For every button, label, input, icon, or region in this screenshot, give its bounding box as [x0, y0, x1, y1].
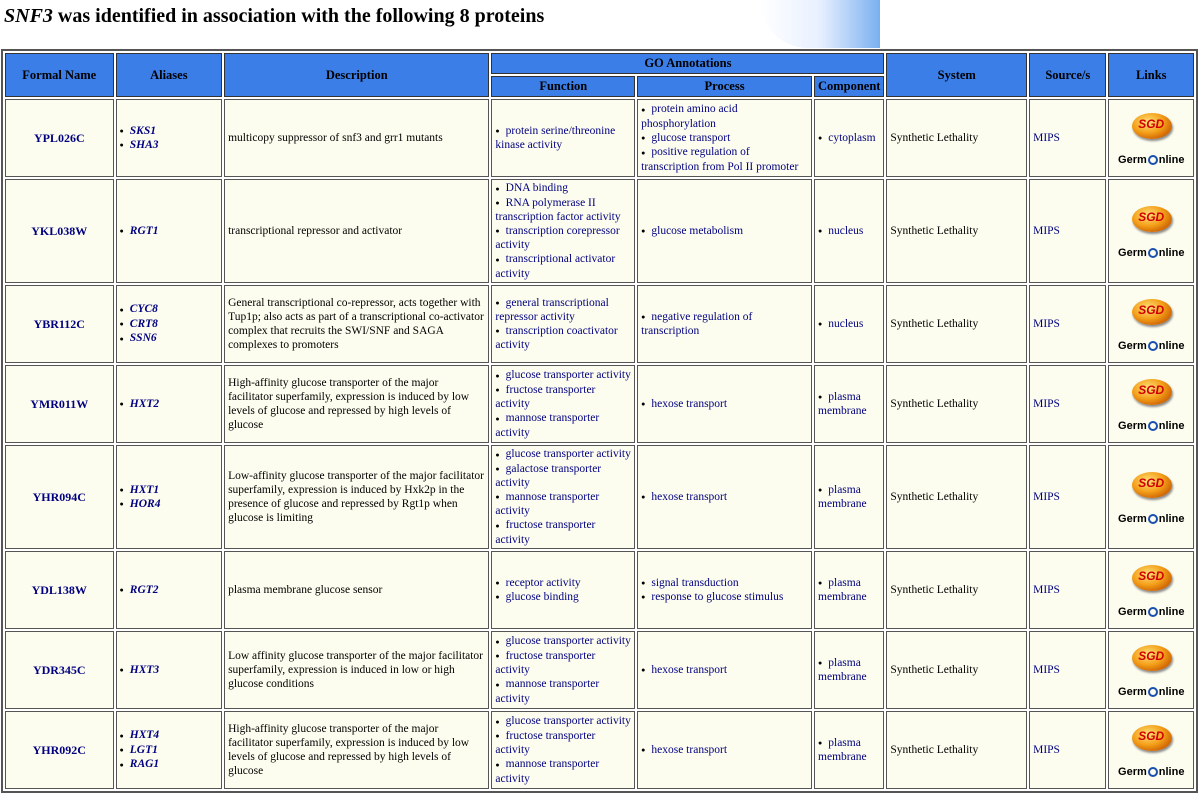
- go-function: [491, 551, 635, 629]
- sgd-logo-text: SGD: [1138, 476, 1165, 490]
- go-process-item[interactable]: ● hexose transport: [641, 397, 808, 411]
- go-component-item[interactable]: ● plasma membrane: [818, 736, 880, 764]
- source-link[interactable]: MIPS: [1029, 99, 1106, 177]
- aliases-list: [120, 663, 219, 677]
- go-function-item[interactable]: ● transcription corepressor activity: [495, 224, 631, 252]
- go-process-item[interactable]: ● protein amino acid phosphorylation: [641, 102, 808, 130]
- nline-text: nline: [1158, 420, 1185, 432]
- col-sources[interactable]: Source/s: [1029, 53, 1106, 97]
- go-function-item[interactable]: ● DNA binding: [495, 181, 631, 195]
- table-row: [5, 179, 1194, 283]
- go-process-list: [641, 102, 808, 173]
- germ-text: Germ: [1118, 606, 1147, 618]
- go-function-list: [495, 296, 631, 353]
- sgd-logo-text: SGD: [1138, 569, 1165, 583]
- col-go-annotations: GO Annotations: [491, 53, 884, 74]
- nline-text: nline: [1158, 513, 1185, 525]
- table-row: [5, 631, 1194, 709]
- col-aliases[interactable]: Aliases: [116, 53, 223, 97]
- go-function-item[interactable]: ● RNA polymerase II transcription factor activity: [495, 196, 631, 224]
- germ-text: Germ: [1118, 686, 1147, 698]
- description-text: Low affinity glucose transporter of the major facilitator superfamily, expression is induced in low or high glucose conditions: [224, 631, 489, 709]
- col-formal-name[interactable]: Formal Name: [5, 53, 114, 97]
- germonline-logo-link[interactable]: [1109, 246, 1193, 260]
- background-decoration: [760, 0, 880, 48]
- go-process-list: [641, 743, 808, 757]
- go-component-list: [818, 483, 880, 511]
- go-process-list: [641, 310, 808, 338]
- description-text: multicopy suppressor of snf3 and grr1 mutants: [224, 99, 489, 177]
- germonline-o-icon: [1148, 248, 1158, 258]
- sgd-logo-link[interactable]: [1128, 204, 1174, 236]
- go-component: [814, 551, 884, 629]
- aliases-item[interactable]: ● HXT4: [120, 728, 219, 742]
- go-process-item[interactable]: ● hexose transport: [641, 663, 808, 677]
- go-component: [814, 631, 884, 709]
- aliases-item[interactable]: ● HXT2: [120, 397, 219, 411]
- formal-name-link[interactable]: YDL138W: [5, 551, 114, 629]
- go-process-item[interactable]: ● negative regulation of transcription: [641, 310, 808, 338]
- aliases: [116, 285, 223, 363]
- links-cell: [1108, 99, 1194, 177]
- go-function: [491, 711, 635, 789]
- sgd-logo-text: SGD: [1138, 210, 1165, 224]
- aliases-item[interactable]: ● CRT8: [120, 317, 219, 331]
- go-function-list: [495, 634, 631, 705]
- description-text: General transcriptional co-repressor, acts together with Tup1p; also acts as part of a transcriptional co-activator complex that recruits the SWI/SNF and SAGA complexes to promoters: [224, 285, 489, 363]
- col-function[interactable]: Function: [491, 76, 635, 97]
- go-component-list: [818, 656, 880, 684]
- go-component-list: [818, 131, 880, 145]
- go-process-item[interactable]: ● glucose metabolism: [641, 224, 808, 238]
- table-row: [5, 99, 1194, 177]
- links-cell: [1108, 711, 1194, 789]
- go-component: [814, 285, 884, 363]
- nline-text: nline: [1158, 606, 1185, 618]
- go-function-item[interactable]: ● protein serine/threonine kinase activity: [495, 124, 631, 152]
- aliases-item[interactable]: ● SKS1: [120, 124, 219, 138]
- aliases: [116, 445, 223, 549]
- sgd-logo-link[interactable]: [1128, 563, 1174, 595]
- go-function-item[interactable]: ● receptor activity: [495, 576, 631, 590]
- go-function: [491, 179, 635, 283]
- germonline-o-icon: [1148, 421, 1158, 431]
- sgd-logo-link[interactable]: [1128, 297, 1174, 329]
- germ-text: Germ: [1118, 766, 1147, 778]
- table-row: [5, 445, 1194, 549]
- germ-text: Germ: [1118, 247, 1147, 259]
- germonline-logo-link[interactable]: [1109, 339, 1193, 353]
- aliases: [116, 365, 223, 443]
- aliases: [116, 99, 223, 177]
- aliases: [116, 631, 223, 709]
- description-text: High-affinity glucose transporter of the major facilitator superfamily, expression is induced by low levels of glucose and repressed by high levels of glucose: [224, 711, 489, 789]
- system-text: Synthetic Lethality: [886, 179, 1027, 283]
- go-function: [491, 365, 635, 443]
- go-function-list: [495, 124, 631, 152]
- germonline-o-icon: [1148, 514, 1158, 524]
- formal-name-link[interactable]: YHR092C: [5, 711, 114, 789]
- formal-name-link[interactable]: YPL026C: [5, 99, 114, 177]
- aliases: [116, 179, 223, 283]
- aliases-list: [120, 224, 219, 238]
- interactions-table: [1, 49, 1198, 793]
- table-row: [5, 551, 1194, 629]
- nline-text: nline: [1158, 340, 1185, 352]
- col-process[interactable]: Process: [637, 76, 812, 97]
- go-process: [637, 711, 812, 789]
- go-component: [814, 179, 884, 283]
- go-function-item[interactable]: ● fructose transporter activity: [495, 383, 631, 411]
- go-function-item[interactable]: ● transcriptional activator activity: [495, 252, 631, 280]
- go-function-item[interactable]: ● galactose transporter activity: [495, 462, 631, 490]
- description-text: Low-affinity glucose transporter of the major facilitator superfamily, expression is induced by Hxk2p in the presence of glucose and repressed by Rgt1p when glucose is limiting: [224, 445, 489, 549]
- go-function-item[interactable]: ● mannose transporter activity: [495, 411, 631, 439]
- col-component[interactable]: Component: [814, 76, 884, 97]
- go-process: [637, 285, 812, 363]
- go-function-list: [495, 368, 631, 439]
- go-process: [637, 365, 812, 443]
- germonline-logo-link[interactable]: [1109, 419, 1193, 433]
- nline-text: nline: [1158, 766, 1185, 778]
- go-process-item[interactable]: ● signal transduction: [641, 576, 808, 590]
- go-function: [491, 99, 635, 177]
- links-cell: [1108, 179, 1194, 283]
- go-process-item[interactable]: ● positive regulation of transcription from Pol II promoter: [641, 145, 808, 173]
- formal-name-link[interactable]: YMR011W: [5, 365, 114, 443]
- germonline-o-icon: [1148, 687, 1158, 697]
- go-component-item[interactable]: ● cytoplasm: [818, 131, 880, 145]
- title-text: was identified in association with the following 8 proteins: [52, 5, 545, 27]
- germonline-logo-link[interactable]: [1109, 765, 1193, 779]
- aliases: [116, 551, 223, 629]
- system-text: Synthetic Lethality: [886, 99, 1027, 177]
- sgd-logo-link[interactable]: [1128, 111, 1174, 143]
- go-function-list: [495, 181, 631, 280]
- go-process-list: [641, 397, 808, 411]
- go-function: [491, 285, 635, 363]
- nline-text: nline: [1158, 686, 1185, 698]
- go-function-item[interactable]: ● mannose transporter activity: [495, 677, 631, 705]
- source-link[interactable]: MIPS: [1029, 551, 1106, 629]
- source-link[interactable]: MIPS: [1029, 365, 1106, 443]
- aliases-item[interactable]: ● SSN6: [120, 331, 219, 345]
- source-link[interactable]: MIPS: [1029, 285, 1106, 363]
- nline-text: nline: [1158, 154, 1185, 166]
- aliases-list: [120, 728, 219, 771]
- go-function-item[interactable]: ● mannose transporter activity: [495, 757, 631, 785]
- go-process: [637, 631, 812, 709]
- go-function: [491, 631, 635, 709]
- germonline-logo-link[interactable]: [1109, 512, 1193, 526]
- go-process-item[interactable]: ● hexose transport: [641, 490, 808, 504]
- aliases-list: [120, 583, 219, 597]
- description-text: transcriptional repressor and activator: [224, 179, 489, 283]
- go-component-list: [818, 576, 880, 604]
- table-row: [5, 365, 1194, 443]
- system-text: Synthetic Lethality: [886, 551, 1027, 629]
- sgd-logo-text: SGD: [1138, 383, 1165, 397]
- germonline-o-icon: [1148, 341, 1158, 351]
- source-link[interactable]: MIPS: [1029, 631, 1106, 709]
- go-function-item[interactable]: ● fructose transporter activity: [495, 518, 631, 546]
- col-description[interactable]: Description: [224, 53, 489, 97]
- sgd-logo-link[interactable]: [1128, 377, 1174, 409]
- links-cell: [1108, 365, 1194, 443]
- description-text: plasma membrane glucose sensor: [224, 551, 489, 629]
- aliases: [116, 711, 223, 789]
- aliases-item[interactable]: ● HOR4: [120, 497, 219, 511]
- go-process: [637, 551, 812, 629]
- go-component-item[interactable]: ● nucleus: [818, 224, 880, 238]
- go-component-list: [818, 736, 880, 764]
- sgd-logo-link[interactable]: [1128, 723, 1174, 755]
- nline-text: nline: [1158, 247, 1185, 259]
- go-function-list: [495, 576, 631, 605]
- go-process: [637, 179, 812, 283]
- go-process-item[interactable]: ● response to glucose stimulus: [641, 590, 808, 604]
- system-text: Synthetic Lethality: [886, 631, 1027, 709]
- go-component-item[interactable]: ● plasma membrane: [818, 390, 880, 418]
- germonline-logo-link[interactable]: [1109, 153, 1193, 167]
- col-system[interactable]: System: [886, 53, 1027, 97]
- go-function-item[interactable]: ● transcription coactivator activity: [495, 324, 631, 352]
- source-link[interactable]: MIPS: [1029, 445, 1106, 549]
- sgd-logo-text: SGD: [1138, 303, 1165, 317]
- go-function-item[interactable]: ● fructose transporter activity: [495, 649, 631, 677]
- sgd-logo-text: SGD: [1138, 117, 1165, 131]
- go-component: [814, 365, 884, 443]
- go-process-list: [641, 224, 808, 238]
- go-process-list: [641, 490, 808, 504]
- formal-name-link[interactable]: YDR345C: [5, 631, 114, 709]
- formal-name-link[interactable]: YKL038W: [5, 179, 114, 283]
- germonline-logo-link[interactable]: [1109, 685, 1193, 699]
- links-cell: [1108, 285, 1194, 363]
- go-function-item[interactable]: ● mannose transporter activity: [495, 490, 631, 518]
- formal-name-link[interactable]: YHR094C: [5, 445, 114, 549]
- system-text: Synthetic Lethality: [886, 445, 1027, 549]
- go-function-item[interactable]: ● glucose binding: [495, 590, 631, 604]
- go-process-list: [641, 663, 808, 677]
- go-component-item[interactable]: ● plasma membrane: [818, 483, 880, 511]
- links-cell: [1108, 551, 1194, 629]
- col-links: Links: [1108, 53, 1194, 97]
- go-process-item[interactable]: ● glucose transport: [641, 131, 808, 145]
- aliases-item[interactable]: ● HXT1: [120, 483, 219, 497]
- table-row: [5, 711, 1194, 789]
- go-process: [637, 99, 812, 177]
- go-component-list: [818, 317, 880, 331]
- aliases-list: [120, 302, 219, 345]
- aliases-item[interactable]: ● SHA3: [120, 138, 219, 152]
- go-component: [814, 99, 884, 177]
- go-process-item[interactable]: ● hexose transport: [641, 743, 808, 757]
- germonline-logo-link[interactable]: [1109, 605, 1193, 619]
- germ-text: Germ: [1118, 420, 1147, 432]
- go-component: [814, 445, 884, 549]
- germonline-o-icon: [1148, 155, 1158, 165]
- description-text: High-affinity glucose transporter of the major facilitator superfamily, expression is induced by low levels of glucose and repressed by high levels of glucose: [224, 365, 489, 443]
- go-process: [637, 445, 812, 549]
- aliases-list: [120, 124, 219, 153]
- source-link[interactable]: MIPS: [1029, 711, 1106, 789]
- go-component-item[interactable]: ● plasma membrane: [818, 576, 880, 604]
- aliases-item[interactable]: ● RAG1: [120, 757, 219, 771]
- aliases-item[interactable]: ● RGT2: [120, 583, 219, 597]
- go-component: [814, 711, 884, 789]
- go-function-item[interactable]: ● general transcriptional repressor activity: [495, 296, 631, 324]
- source-link[interactable]: MIPS: [1029, 179, 1106, 283]
- go-function-item[interactable]: ● glucose transporter activity: [495, 714, 631, 728]
- go-component-item[interactable]: ● nucleus: [818, 317, 880, 331]
- sgd-logo-link[interactable]: [1128, 470, 1174, 502]
- table-row: [5, 285, 1194, 363]
- go-function-item[interactable]: ● fructose transporter activity: [495, 729, 631, 757]
- aliases-item[interactable]: ● LGT1: [120, 743, 219, 757]
- germonline-o-icon: [1148, 767, 1158, 777]
- title-gene: SNF3: [4, 5, 53, 27]
- aliases-list: [120, 483, 219, 512]
- system-text: Synthetic Lethality: [886, 711, 1027, 789]
- aliases-list: [120, 397, 219, 411]
- germonline-o-icon: [1148, 607, 1158, 617]
- go-function-list: [495, 714, 631, 785]
- system-text: Synthetic Lethality: [886, 285, 1027, 363]
- go-function: [491, 445, 635, 549]
- go-component-list: [818, 390, 880, 418]
- page-title: [4, 4, 544, 28]
- system-text: Synthetic Lethality: [886, 365, 1027, 443]
- go-function-item[interactable]: ● glucose transporter activity: [495, 368, 631, 382]
- aliases-item[interactable]: ● RGT1: [120, 224, 219, 238]
- go-process-list: [641, 576, 808, 605]
- germ-text: Germ: [1118, 513, 1147, 525]
- aliases-item[interactable]: ● HXT3: [120, 663, 219, 677]
- links-cell: [1108, 631, 1194, 709]
- germ-text: Germ: [1118, 340, 1147, 352]
- germ-text: Germ: [1118, 154, 1147, 166]
- go-function-item[interactable]: ● glucose transporter activity: [495, 634, 631, 648]
- sgd-logo-link[interactable]: [1128, 643, 1174, 675]
- sgd-logo-text: SGD: [1138, 729, 1165, 743]
- formal-name-link[interactable]: YBR112C: [5, 285, 114, 363]
- sgd-logo-text: SGD: [1138, 649, 1165, 663]
- go-component-list: [818, 224, 880, 238]
- go-component-item[interactable]: ● plasma membrane: [818, 656, 880, 684]
- aliases-item[interactable]: ● CYC8: [120, 302, 219, 316]
- go-function-item[interactable]: ● glucose transporter activity: [495, 447, 631, 461]
- links-cell: [1108, 445, 1194, 549]
- go-function-list: [495, 447, 631, 546]
- table-body: [5, 99, 1194, 789]
